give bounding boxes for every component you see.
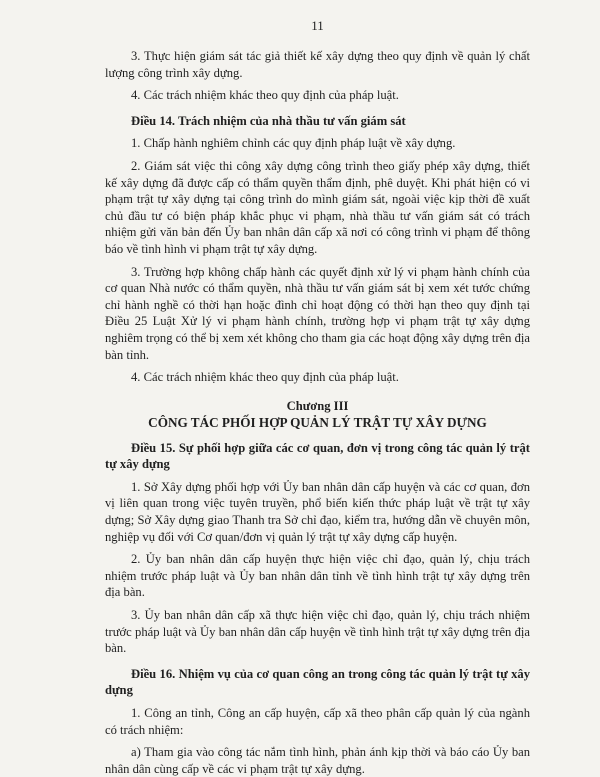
paragraph: 4. Các trách nhiệm khác theo quy định của pháp luật. [131, 88, 399, 103]
paragraph: 4. Các trách nhiệm khác theo quy định của pháp luật. [131, 370, 399, 385]
paragraph: 1. Sở Xây dựng phối hợp với Ủy ban nhân dân cấp huyện và các cơ quan, đơn vị liên quan trong việc tuyên truyền, phổ biến kiến thức pháp luật về trật tự xây dựng; Sở Xây dựng giao Thanh tra Sở chỉ đạo, kiểm tra, hướng dẫn về chuyên môn, nghiệp vụ đối với Cơ quan/đơn vị quản lý trật tự xây dựng cấp huyện. [105, 479, 530, 544]
article-14-title: Điều 14. Trách nhiệm của nhà thầu tư vấn giám sát [131, 113, 406, 128]
article-16-title: Điều 16. Nhiệm vụ của cơ quan công an trong công tác quản lý trật tự xây dựng [105, 666, 530, 698]
chapter-label: Chương III [286, 398, 349, 413]
paragraph: a) Tham gia vào công tác nắm tình hình, phản ánh kịp thời và báo cáo Ủy ban nhân dân cùng cấp về các vi phạm trật tự xây dựng. [105, 745, 530, 776]
paragraph: 3. Thực hiện giám sát tác giả thiết kế xây dựng theo quy định về quản lý chất lượng công trình xây dựng. [105, 49, 530, 80]
article-15-title: Điều 15. Sự phối hợp giữa các cơ quan, đơn vị trong công tác quản lý trật tự xây dựng [105, 440, 530, 472]
page-number: 11 [311, 18, 324, 33]
paragraph: 1. Công an tỉnh, Công an cấp huyện, cấp xã theo phân cấp quản lý của ngành có trách nhiệm: [105, 706, 530, 737]
paragraph: 3. Trường hợp không chấp hành các quyết định xử lý vi phạm hành chính của cơ quan Nhà nước có thẩm quyền, nhà thầu tư vấn giám sát bị xem xét tước chứng chỉ hành nghề có thời hạn hoặc đình chỉ hoạt động có thời hạn theo quy định tại Điều 25 Luật Xử lý vi phạm hành chính, trường hợp vi phạm trật tự xây dựng nghiêm trọng có thể bị xem xét không cho tham gia các hoạt động xây dựng trên địa bàn tỉnh. [105, 264, 530, 362]
chapter-title: CÔNG TÁC PHỐI HỢP QUẢN LÝ TRẬT TỰ XÂY DỰNG [148, 414, 487, 430]
paragraph: 2. Giám sát việc thi công xây dựng công trình theo giấy phép xây dựng, thiết kế xây dựng đã được cấp có thẩm quyền thẩm định, phê duyệt. Khi phát hiện có vi phạm trật tự xây dựng tại công trình do mình giám sát, ngoài việc kịp thời đề xuất chủ đầu tư có biện pháp khắc phục vi phạm, nhà thầu tư vấn giám sát có trách nhiệm gửi văn bản đến Ủy ban nhân dân cấp xã nơi có công trình vi phạm để thông báo về tình hình vi phạm trật tự xây dựng. [105, 158, 530, 256]
paragraph: 3. Ủy ban nhân dân cấp xã thực hiện việc chỉ đạo, quản lý, chịu trách nhiệm trước pháp luật và Ủy ban nhân dân cấp huyện về tình hình trật tự xây dựng trên địa bàn. [105, 608, 530, 656]
paragraph: 2. Ủy ban nhân dân cấp huyện thực hiện việc chỉ đạo, quản lý, chịu trách nhiệm trước pháp luật và Ủy ban nhân dân tỉnh về tình hình trật tự xây dựng trên địa bàn. [105, 552, 530, 600]
paragraph: 1. Chấp hành nghiêm chỉnh các quy định pháp luật về xây dựng. [131, 136, 456, 151]
